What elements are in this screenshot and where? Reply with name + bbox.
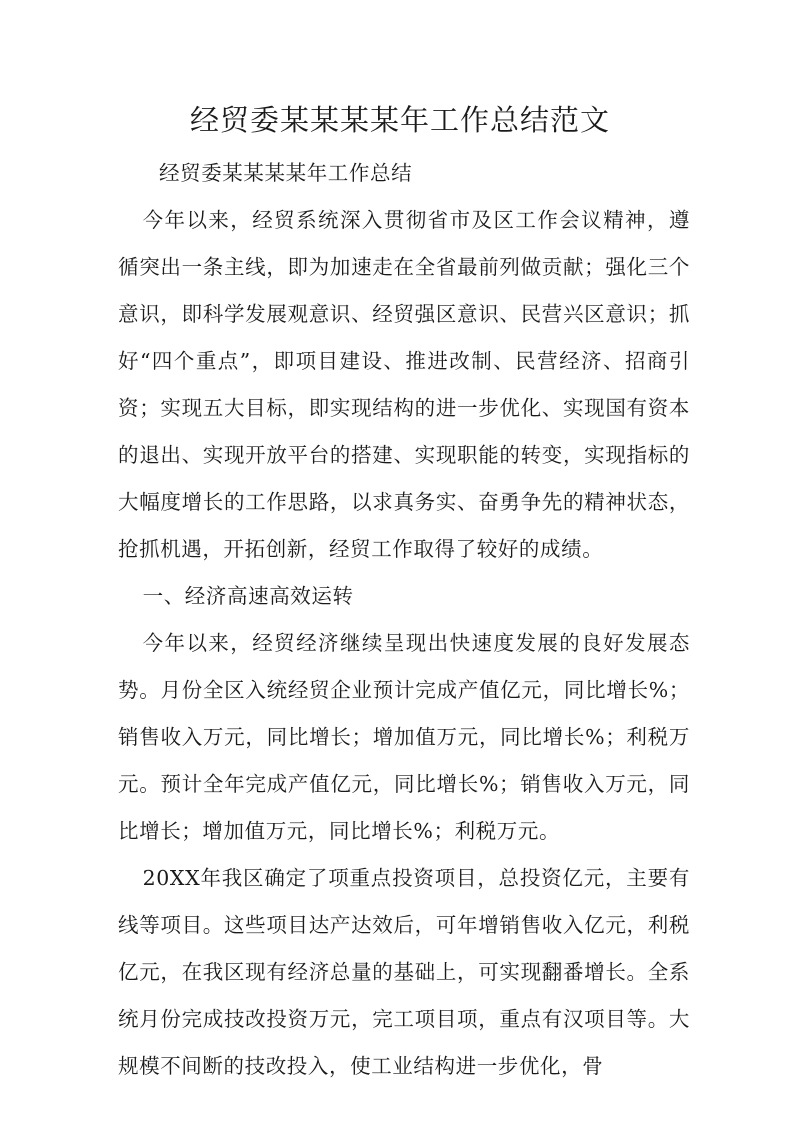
document-body [118, 150, 690, 1090]
paragraph-intro: 今年以来，经贸系统深入贯彻省市及区工作会议精神，遵循突出一条主线，即为加速走在全省最前列做贡献；强化三个意识，即科学发展观意识、经贸强区意识、民营兴区意识；抓好“四个重点”，即项目建设、推进改制、民营经济、招商引资；实现五大目标，即实现结构的进一步优化、实现国有资本的退出、实现开放平台的搭建、实现职能的转变，实现指标的大幅度增长的工作思路，以求真务实、奋勇争先的精神状态，抢抓机遇，开拓创新，经贸工作取得了较好的成绩。 [118, 208, 690, 561]
paragraph-investment: 20XX年我区确定了项重点投资项目，总投资亿元，主要有线等项目。这些项目达产达效后，可年增销售收入亿元，利税亿元，在我区现有经济总量的基础上，可实现翻番增长。全系统月份完成技改投资万元，完工项目项，重点有汉项目等。大规模不间断的技改投入，使工业结构进一步优化，骨 [118, 866, 690, 1078]
document-subtitle: 经贸委某某某某年工作总结 [159, 161, 413, 185]
section-heading-1: 一、经济高速高效运转 [142, 584, 354, 608]
document-title: 经贸委某某某某年工作总结范文 [189, 103, 610, 137]
paragraph-economy: 今年以来，经贸经济继续呈现出快速度发展的良好发展态势。月份全区入统经贸企业预计完成产值亿元，同比增长%；销售收入万元，同比增长；增加值万元，同比增长%；利税万元。预计全年完成产值亿元，同比增长%；销售收入万元，同比增长；增加值万元，同比增长%；利税万元。 [118, 631, 690, 843]
